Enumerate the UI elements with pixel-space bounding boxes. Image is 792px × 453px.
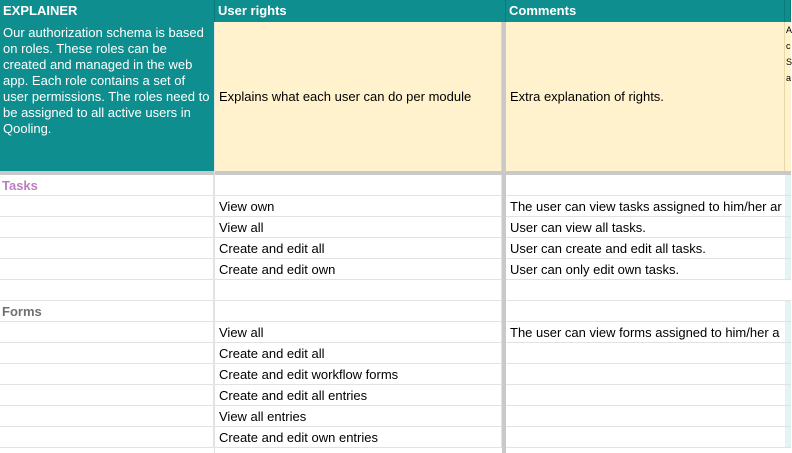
comments-description-cell[interactable]: Extra explanation of rights.	[506, 22, 785, 171]
comment-cell[interactable]: The user can view tasks assigned to him/her ar	[510, 199, 782, 214]
comment-cell[interactable]	[506, 427, 785, 447]
next-column-cell[interactable]	[785, 322, 791, 342]
user-right-cell[interactable]: View all	[215, 322, 502, 342]
header-next-column[interactable]	[785, 0, 791, 22]
empty-cell[interactable]	[215, 280, 502, 300]
header-explainer[interactable]: EXPLAINER	[0, 0, 215, 22]
user-rights-description-cell[interactable]: Explains what each user can do per module	[215, 22, 502, 171]
empty-cell[interactable]	[785, 175, 791, 195]
table-row	[0, 427, 791, 448]
table-row	[0, 385, 791, 406]
header-comments[interactable]: Comments	[506, 0, 785, 22]
empty-cell[interactable]	[0, 364, 214, 384]
empty-cell[interactable]	[0, 259, 214, 279]
table-row	[0, 217, 791, 238]
table-row	[0, 343, 791, 364]
table-row	[0, 196, 791, 217]
blank-row	[0, 280, 791, 301]
empty-cell[interactable]	[0, 217, 214, 237]
user-right-cell[interactable]: Create and edit workflow forms	[215, 364, 502, 384]
table-row	[0, 238, 791, 259]
section-title[interactable]: Forms	[0, 301, 214, 321]
empty-cell[interactable]	[0, 406, 214, 426]
next-column-cell[interactable]	[785, 238, 791, 258]
empty-cell[interactable]	[506, 301, 785, 321]
user-right-cell[interactable]: View own	[215, 196, 502, 216]
empty-cell[interactable]	[215, 301, 502, 321]
table-row	[0, 406, 791, 427]
next-column-cell[interactable]	[785, 217, 791, 237]
comment-cell[interactable]	[506, 364, 785, 384]
empty-cell[interactable]	[0, 427, 214, 447]
next-column-cell[interactable]	[785, 427, 791, 447]
next-column-cell[interactable]	[785, 385, 791, 405]
comment-cell[interactable]: User can create and edit all tasks.	[510, 241, 706, 256]
user-right-cell[interactable]: Create and edit own entries	[215, 427, 502, 447]
empty-cell[interactable]	[0, 322, 214, 342]
next-column-cell[interactable]	[785, 196, 791, 216]
empty-cell[interactable]	[215, 175, 502, 195]
empty-cell[interactable]	[0, 343, 214, 363]
explainer-cell[interactable]: Our authorization schema is based on roles. These roles can be created and managed in the web app. Each role contains a set of user permissions. The roles need to be assigned to all active users in Qooling.	[0, 22, 214, 171]
empty-cell[interactable]	[0, 385, 214, 405]
user-right-cell[interactable]: Create and edit all	[215, 343, 502, 363]
comment-cell[interactable]: User can only edit own tasks.	[510, 262, 680, 277]
header-user-rights[interactable]: User rights	[215, 0, 506, 22]
empty-cell[interactable]	[0, 238, 214, 258]
next-column-cell[interactable]	[785, 343, 791, 363]
next-column-cell[interactable]	[785, 406, 791, 426]
empty-cell[interactable]	[506, 280, 785, 300]
empty-cell[interactable]	[0, 196, 214, 216]
empty-cell[interactable]	[506, 175, 785, 195]
comment-cell[interactable]	[506, 343, 785, 363]
empty-cell[interactable]	[785, 301, 791, 321]
comment-cell[interactable]	[506, 406, 785, 426]
table-row	[0, 259, 791, 280]
comment-cell[interactable]: User can view all tasks.	[510, 220, 646, 235]
frozen-column-divider	[502, 22, 506, 453]
user-right-cell[interactable]: Create and edit all entries	[215, 385, 502, 405]
user-right-cell[interactable]: View all	[215, 217, 502, 237]
column-divider	[214, 22, 215, 453]
section-row	[0, 301, 791, 322]
partial-column-cell[interactable]: A c S a	[785, 22, 791, 171]
comment-cell[interactable]: The user can view forms assigned to him/her a	[510, 325, 780, 340]
section-row	[0, 175, 791, 196]
user-right-cell[interactable]: Create and edit all	[215, 238, 502, 258]
table-row	[0, 322, 791, 343]
next-column-cell[interactable]	[785, 364, 791, 384]
next-column-cell[interactable]	[785, 259, 791, 279]
user-right-cell[interactable]: View all entries	[215, 406, 502, 426]
comment-cell[interactable]	[506, 385, 785, 405]
user-right-cell[interactable]: Create and edit own	[215, 259, 502, 279]
table-row	[0, 364, 791, 385]
section-title[interactable]: Tasks	[0, 175, 214, 195]
empty-cell[interactable]	[0, 280, 214, 300]
